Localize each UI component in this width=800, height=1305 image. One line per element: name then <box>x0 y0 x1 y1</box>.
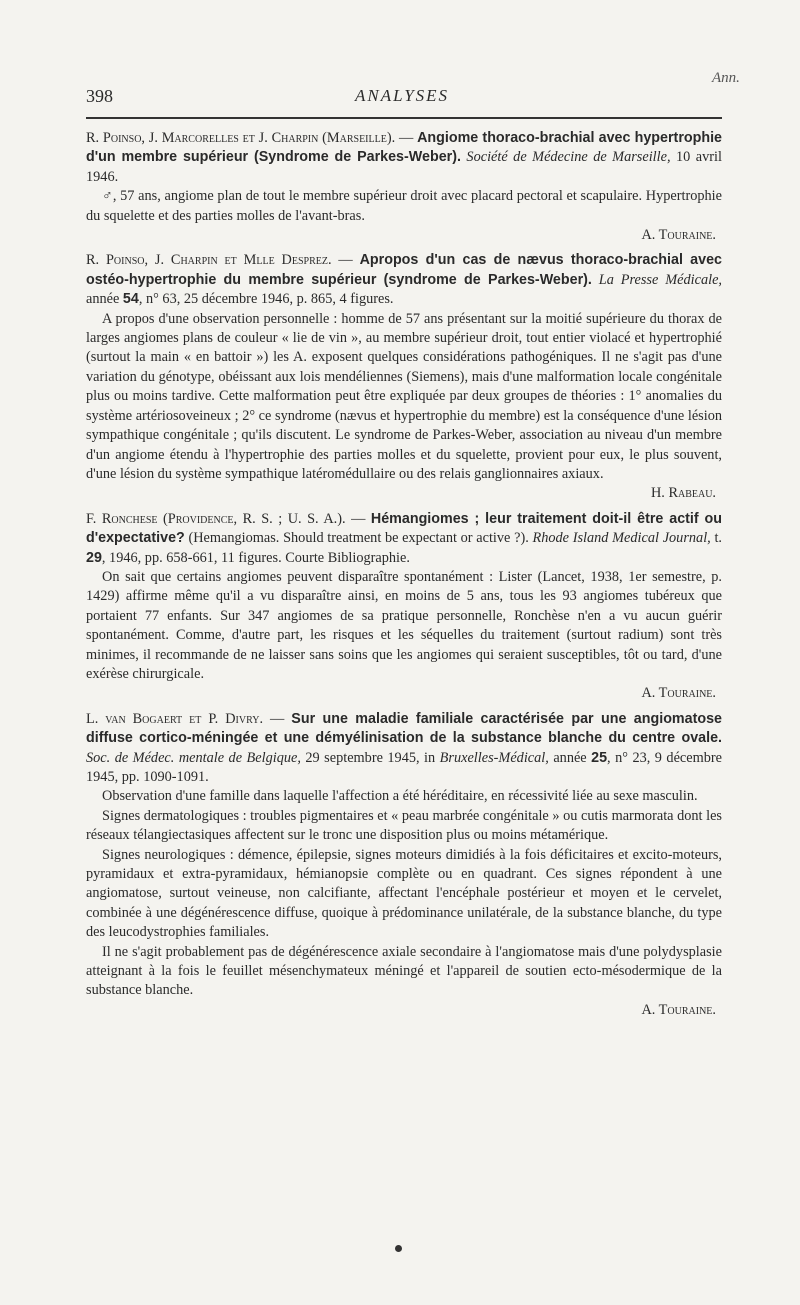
entry-dash: — <box>263 710 292 727</box>
entry-source-pre: (Hemangiomas. Should treatment be expectant or active ?). <box>184 530 529 547</box>
entry-paragraph: ♂, 57 ans, angiome plan de tout le membre supérieur droit avec placard pectoral et scapulaire. Hypertrophie du squelette et des parties molles de l'avant-bras. <box>86 188 722 224</box>
entry-topic: Apropos d'un cas de nævus thoraco-brachial avec ostéo-hypertrophie du membre supérieur (syndrome de Parkes-Weber). <box>86 252 722 288</box>
entry-dash: — <box>345 510 371 527</box>
entry-source-tail: , n° 63, 25 décembre 1946, p. 865, 4 figures. <box>138 291 394 308</box>
entry-reference <box>86 710 722 788</box>
analysis-entry-4 <box>86 710 722 1021</box>
entry-signature: H. Rabeau. <box>650 485 716 502</box>
entry-volume: 25 <box>591 749 608 766</box>
entry-date: 10 avril 1946. <box>86 149 722 185</box>
corner-annotation: Ann. <box>712 70 740 86</box>
entry-source: La Presse Médicale, <box>591 271 722 288</box>
entry-reference <box>86 251 722 309</box>
entry-source-plain: 29 septembre 1945, in <box>300 749 440 766</box>
entry-topic: Hémangiomes ; leur traitement doit-il être actif ou d'expectative? <box>86 510 723 547</box>
entry-source-tail: , 1946, pp. 658-661, 11 figures. Courte Bibliographie. <box>101 549 410 566</box>
entry-source-plain: t. <box>710 530 722 547</box>
entry-signature: A. Touraine. <box>641 685 716 702</box>
entry-paragraph: A propos d'une observation personnelle : homme de 57 ans présentant sur la moitié supérieure du thorax de larges angiomes plans de couleur « lie de vin », au membre supérieur droit, tout entier violacé et hypertrophié (surtout la main « en battoir ») les A. exposent quelques considérations pathogéniques. Il ne s'agit pas d'une variation du génotype, obéissant aux lois mendéliennes (Siemens), mais d'une malformation locale congénitale plus ou moins tardive. Cette malformation peut être expliquée par deux groupes de théories : 1° anomalies du système artériosoveineux ; 2° ce syndrome (nævus et hypertrophie du membre) est la conséquence d'une lésion sympathique congénitale ; qu'ils discutent. Le syndrome de Parkes-Weber, association au niveau d'un membre d'un angiome étendu à l'hypertrophie des parties molles et du squelette, provient pour eux, le plus souvent, d'une lésion du système sympathique latéromédullaire ou des relais ganglionnaires axiaux. <box>86 310 722 482</box>
entry-source-plain: année <box>86 291 123 308</box>
entry-topic: Sur une maladie familiale caractérisée par une angiomatose diffuse cortico-méningée et une démyélinisation de la substance blanche du centre ovale. <box>86 710 722 747</box>
entry-paragraph: On sait que certains angiomes peuvent disparaître spontanément : Lister (Lancet, 1938, 1er semestre, p. 1429) affirme même qu'il a vu disparaître ainsi, en moins de 5 ans, tous les 93 angiomes tubéreux que portaient 77 enfants. Sur 347 angiomes de sa pratique personnelle, Ronchèse n'en a vu aucun guérir spontanément. Comme, d'autre part, les risques et les séquelles du traitement (surtout radium) sont très minimes, il recommande de ne laisser sans soins que les angiomes qui seraient susceptibles, tôt ou tard, d'une exérèse chirurgicale. <box>86 568 722 682</box>
entry-paragraph: Observation d'une famille dans laquelle l'affection a été héréditaire, en récessivité liée au sexe masculin. <box>102 788 698 805</box>
entry-volume: 29 <box>86 549 102 566</box>
entry-source: Soc. de Médec. mentale de Belgique, <box>86 749 301 766</box>
page-title: ANALYSES <box>354 86 450 105</box>
entry-reference <box>86 510 722 568</box>
analysis-entry-1 <box>86 129 722 245</box>
entry-source: Société de Médecine de Marseille, <box>460 149 671 166</box>
entry-authors: L. van Bogaert et P. Divry. <box>86 710 264 727</box>
entry-signature: A. Touraine. <box>641 227 716 244</box>
entry-dash: — <box>331 252 360 269</box>
entry-source-tail: , n° 23, 9 décembre 1945, pp. 1090-1091. <box>86 749 722 785</box>
analysis-entry-2 <box>86 251 722 503</box>
entry-authors: R. Poinso, J. Marcorelles et J. Charpin (Marseille). <box>86 130 396 146</box>
entry-authors: F. Ronchese (Providence, R. S. ; U. S. A.). <box>86 510 346 527</box>
footer-ornament <box>395 1245 402 1252</box>
entry-volume: 54 <box>122 291 139 308</box>
entry-paragraph: Signes neurologiques : démence, épilepsie, signes moteurs dimidiés à la fois déficitaires et excito-moteurs, pyramidaux et extra-pyramidaux, hémianopsie complète ou en quadrant. Ces signes répondent à une angiomatose, surtout veineuse, non calcifiante, affectant l'encéphale postérieur et moyen et le cervelet, combinée à une dégénérescence diffuse, quoique à prédominance unilatérale, de la substance blanche, du type des leucodystrophies familiales. <box>86 846 722 941</box>
entry-authors: R. Poinso, J. Charpin et Mlle Desprez. <box>86 252 332 269</box>
analysis-entry-3 <box>86 510 722 704</box>
header-rule <box>86 117 722 119</box>
entry-dash: — <box>395 130 418 146</box>
entry-source-2: Bruxelles-Médical, <box>439 749 549 766</box>
analyses-content <box>86 129 722 1026</box>
entry-source: Rhode Island Medical Journal, <box>528 530 711 547</box>
page-number: 398 <box>86 86 113 106</box>
entry-paragraph: Il ne s'agit probablement pas de dégénérescence axiale secondaire à l'angiomatose mais d'une polydysplasie atteignant à la fois le feuillet mésenchymateux méningé et l'appareil de soutien ecto-mésodermique de la substance blanche. <box>86 943 722 999</box>
entry-source-plain-2: année <box>548 749 592 766</box>
entry-paragraph: Signes dermatologiques : troubles pigmentaires et « peau marbrée congénitale » ou cutis marmorata dont les réseaux télangiectasiques affectent sur le tronc une disposition plus ou moins métamérique. <box>86 807 722 844</box>
page-header <box>86 86 718 112</box>
entry-signature: A. Touraine. <box>641 1001 716 1018</box>
entry-topic: Angiome thoraco-brachial avec hypertrophie d'un membre supérieur (Syndrome de Parkes-Weber). <box>86 130 723 166</box>
entry-reference <box>86 129 722 187</box>
